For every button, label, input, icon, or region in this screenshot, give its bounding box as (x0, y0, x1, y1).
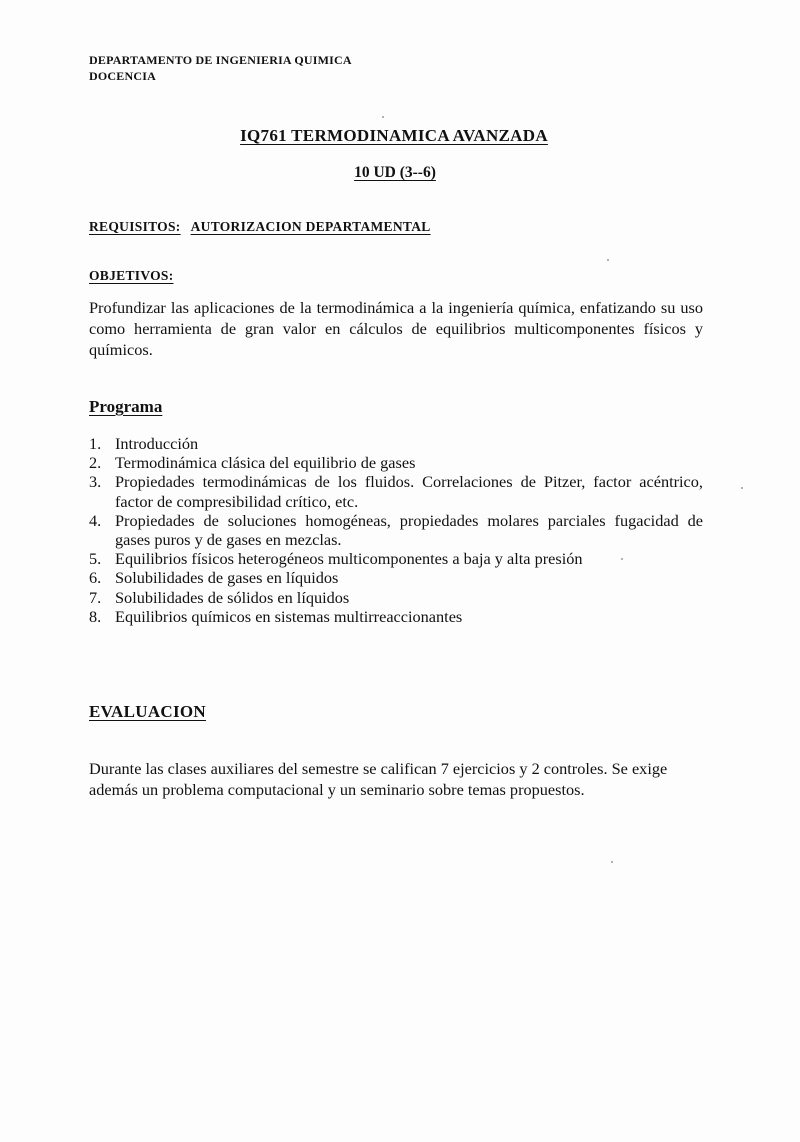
program-item-text: Termodinámica clásica del equilibrio de gases (115, 453, 416, 473)
course-units-text: 10 UD (3--6) (354, 164, 436, 181)
program-item-number: 7. (89, 587, 102, 607)
program-item-text: Introducción (115, 434, 199, 453)
program-item-text: Equilibrios físicos heterogéneos multicomponentes a baja y alta presión (115, 549, 583, 569)
evaluation-text: Durante las clases auxiliares del semestre se califican 7 ejercicios y 2 controles. Se exige además un problema computacional y un seminario sobre temas propuestos. (89, 759, 668, 799)
program-item-number: 2. (89, 453, 102, 473)
requirements-label: REQUISITOS: (89, 219, 181, 234)
program-item-number: 1. (89, 434, 102, 453)
requirements-line (89, 219, 431, 235)
program-item (89, 472, 703, 510)
program-item-text: Solubilidades de gases en líquidos (115, 568, 339, 588)
scan-speck (611, 861, 613, 863)
program-item-text: Propiedades termodinámicas de los fluidos. Correlaciones de Pitzer, factor acéntrico, factor de compresibilidad crítico, etc. (115, 472, 703, 511)
objectives-text: Profundizar las aplicaciones de la termodinámica a la ingeniería química, enfatizando su uso como herramienta de gran valor en cálculos de equilibrios multicomponentes físicos y químicos. (89, 298, 703, 359)
program-item-number: 5. (89, 549, 102, 569)
section-name: DOCENCIA (89, 69, 156, 83)
program-item-number: 8. (89, 606, 102, 626)
program-item-number: 6. (89, 568, 102, 588)
program-heading: Programa (89, 397, 163, 416)
scan-speck (621, 558, 623, 560)
department-name: DEPARTAMENTO DE INGENIERIA QUIMICA (89, 53, 352, 67)
objectives-heading: OBJETIVOS: (89, 268, 174, 283)
scan-speck (607, 259, 609, 261)
program-item (89, 607, 703, 626)
course-title (0, 126, 800, 146)
scan-speck (741, 487, 743, 489)
course-title-text: IQ761 TERMODINAMICA AVANZADA (240, 126, 548, 145)
program-item-text: Solubilidades de sólidos en líquidos (115, 587, 350, 607)
program-item (89, 549, 703, 568)
program-item (89, 434, 703, 453)
program-item-text: Equilibrios químicos en sistemas multirreaccionantes (115, 606, 463, 626)
program-item (89, 453, 703, 472)
evaluation-heading: EVALUACION (89, 702, 206, 721)
course-units (0, 164, 800, 182)
program-item-text: Propiedades de soluciones homogéneas, propiedades molares parciales fugacidad de gases puros y de gases en mezclas. (115, 510, 703, 550)
document-header (89, 52, 352, 84)
scan-speck (382, 116, 384, 118)
program-list (89, 434, 703, 626)
program-item (89, 511, 703, 549)
program-item-number: 3. (89, 472, 102, 492)
program-item (89, 568, 703, 587)
program-item-number: 4. (89, 510, 102, 530)
program-item (89, 588, 703, 607)
requirements-value: AUTORIZACION DEPARTAMENTAL (190, 219, 431, 234)
